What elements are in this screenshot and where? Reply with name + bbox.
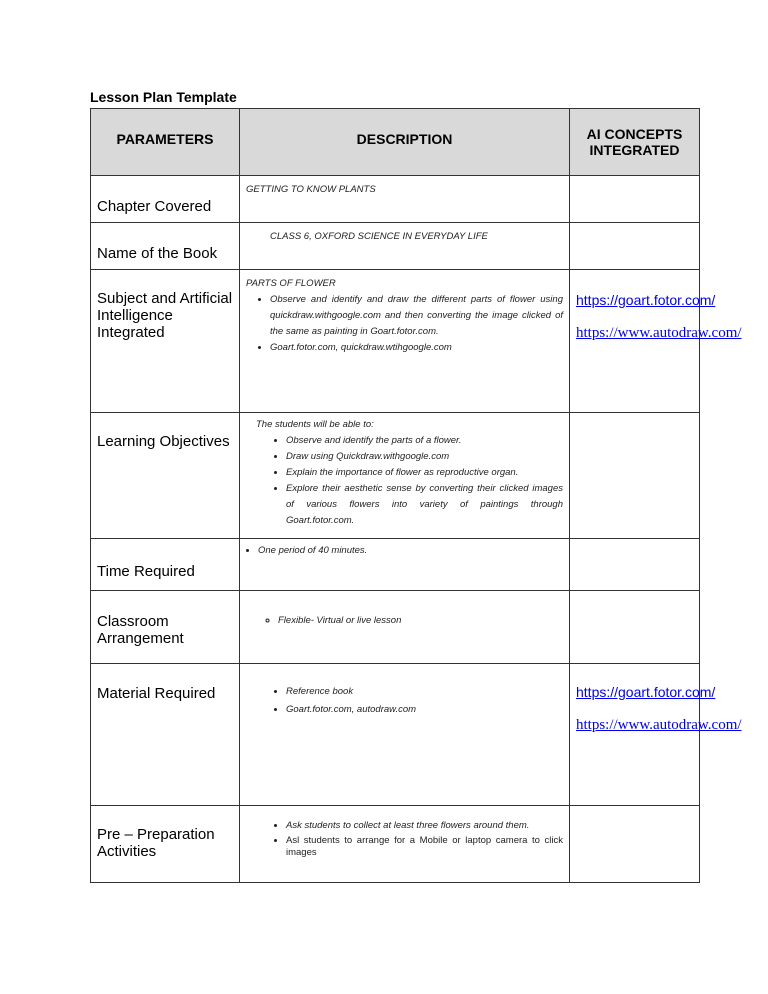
param-chapter: Chapter Covered [91,176,240,223]
param-objectives: Learning Objectives [91,413,240,539]
ai-cell [570,806,700,883]
header-parameters: PARAMETERS [91,109,240,176]
table-row [91,664,700,806]
list-item: ◦ Flexible- Virtual or live lesson [278,613,563,629]
list-item: • Goart.fotor.com, quickdraw.wtihgoogle.com [270,340,563,356]
param-subject: Subject and Artificial Intelligence Integrated [91,270,240,413]
table-row [91,413,700,539]
param-classroom: Classroom Arrangement [91,591,240,664]
table-row [91,270,700,413]
table-row [91,539,700,591]
table-row [91,806,700,883]
subject-heading: PARTS OF FLOWER [246,278,336,289]
list-item: • Asl students to arrange for a Mobile or laptop camera to click images [286,835,563,859]
param-material: Material Required [91,664,240,806]
autodraw-link[interactable]: https://www.autodraw.com/ [576,717,742,733]
list-item: • Goart.fotor.com, autodraw.com [286,702,563,718]
table-row [91,223,700,270]
desc-prep [240,806,570,883]
table-row [91,176,700,223]
desc-book: CLASS 6, OXFORD SCIENCE IN EVERYDAY LIFE [240,223,570,270]
desc-chapter: GETTING TO KNOW PLANTS [240,176,570,223]
list-item: • Draw using Quickdraw.withgoogle.com [286,449,563,465]
ai-links [570,270,742,413]
ai-cell [570,539,700,591]
ai-cell [570,591,700,664]
list-item: • Reference book [286,684,563,700]
param-time: Time Required [91,539,240,591]
param-book: Name of the Book [91,223,240,270]
lesson-plan-table [90,108,742,883]
autodraw-link[interactable]: https://www.autodraw.com/ [576,325,742,341]
list-item: • Observe and identify the parts of a flower. [286,433,563,449]
list-item: • Explain the importance of flower as reproductive organ. [286,465,563,481]
goart-link[interactable]: https://goart.fotor.com/ [576,684,716,700]
document-title: Lesson Plan Template [90,89,237,105]
desc-subject [240,270,570,413]
ai-cell [570,176,700,223]
desc-time [240,539,570,591]
list-item: • Observe and identify and draw the different parts of flower using quickdraw.withgoogle.com and then converting the image clicked of the same as painting in Goart.fotor.com. [270,292,563,340]
table-row [91,591,700,664]
list-item: • Explore their aesthetic sense by converting their clicked images of various flowers into variety of paintings through Goart.fotor.com. [286,481,563,529]
ai-cell [570,223,700,270]
desc-classroom [240,591,570,664]
header-description: DESCRIPTION [240,109,570,176]
header-row [91,109,700,176]
objectives-intro: The students will be able to: [256,419,374,430]
header-ai-concepts: AI CONCEPTS INTEGRATED [570,109,700,176]
desc-objectives [240,413,570,539]
ai-cell [570,413,700,539]
goart-link[interactable]: https://goart.fotor.com/ [576,292,716,308]
desc-material [240,664,570,806]
param-prep: Pre – Preparation Activities [91,806,240,883]
list-item: • One period of 40 minutes. [258,543,563,559]
list-item: • Ask students to collect at least three flowers around them. [286,820,563,832]
ai-links [570,664,742,806]
